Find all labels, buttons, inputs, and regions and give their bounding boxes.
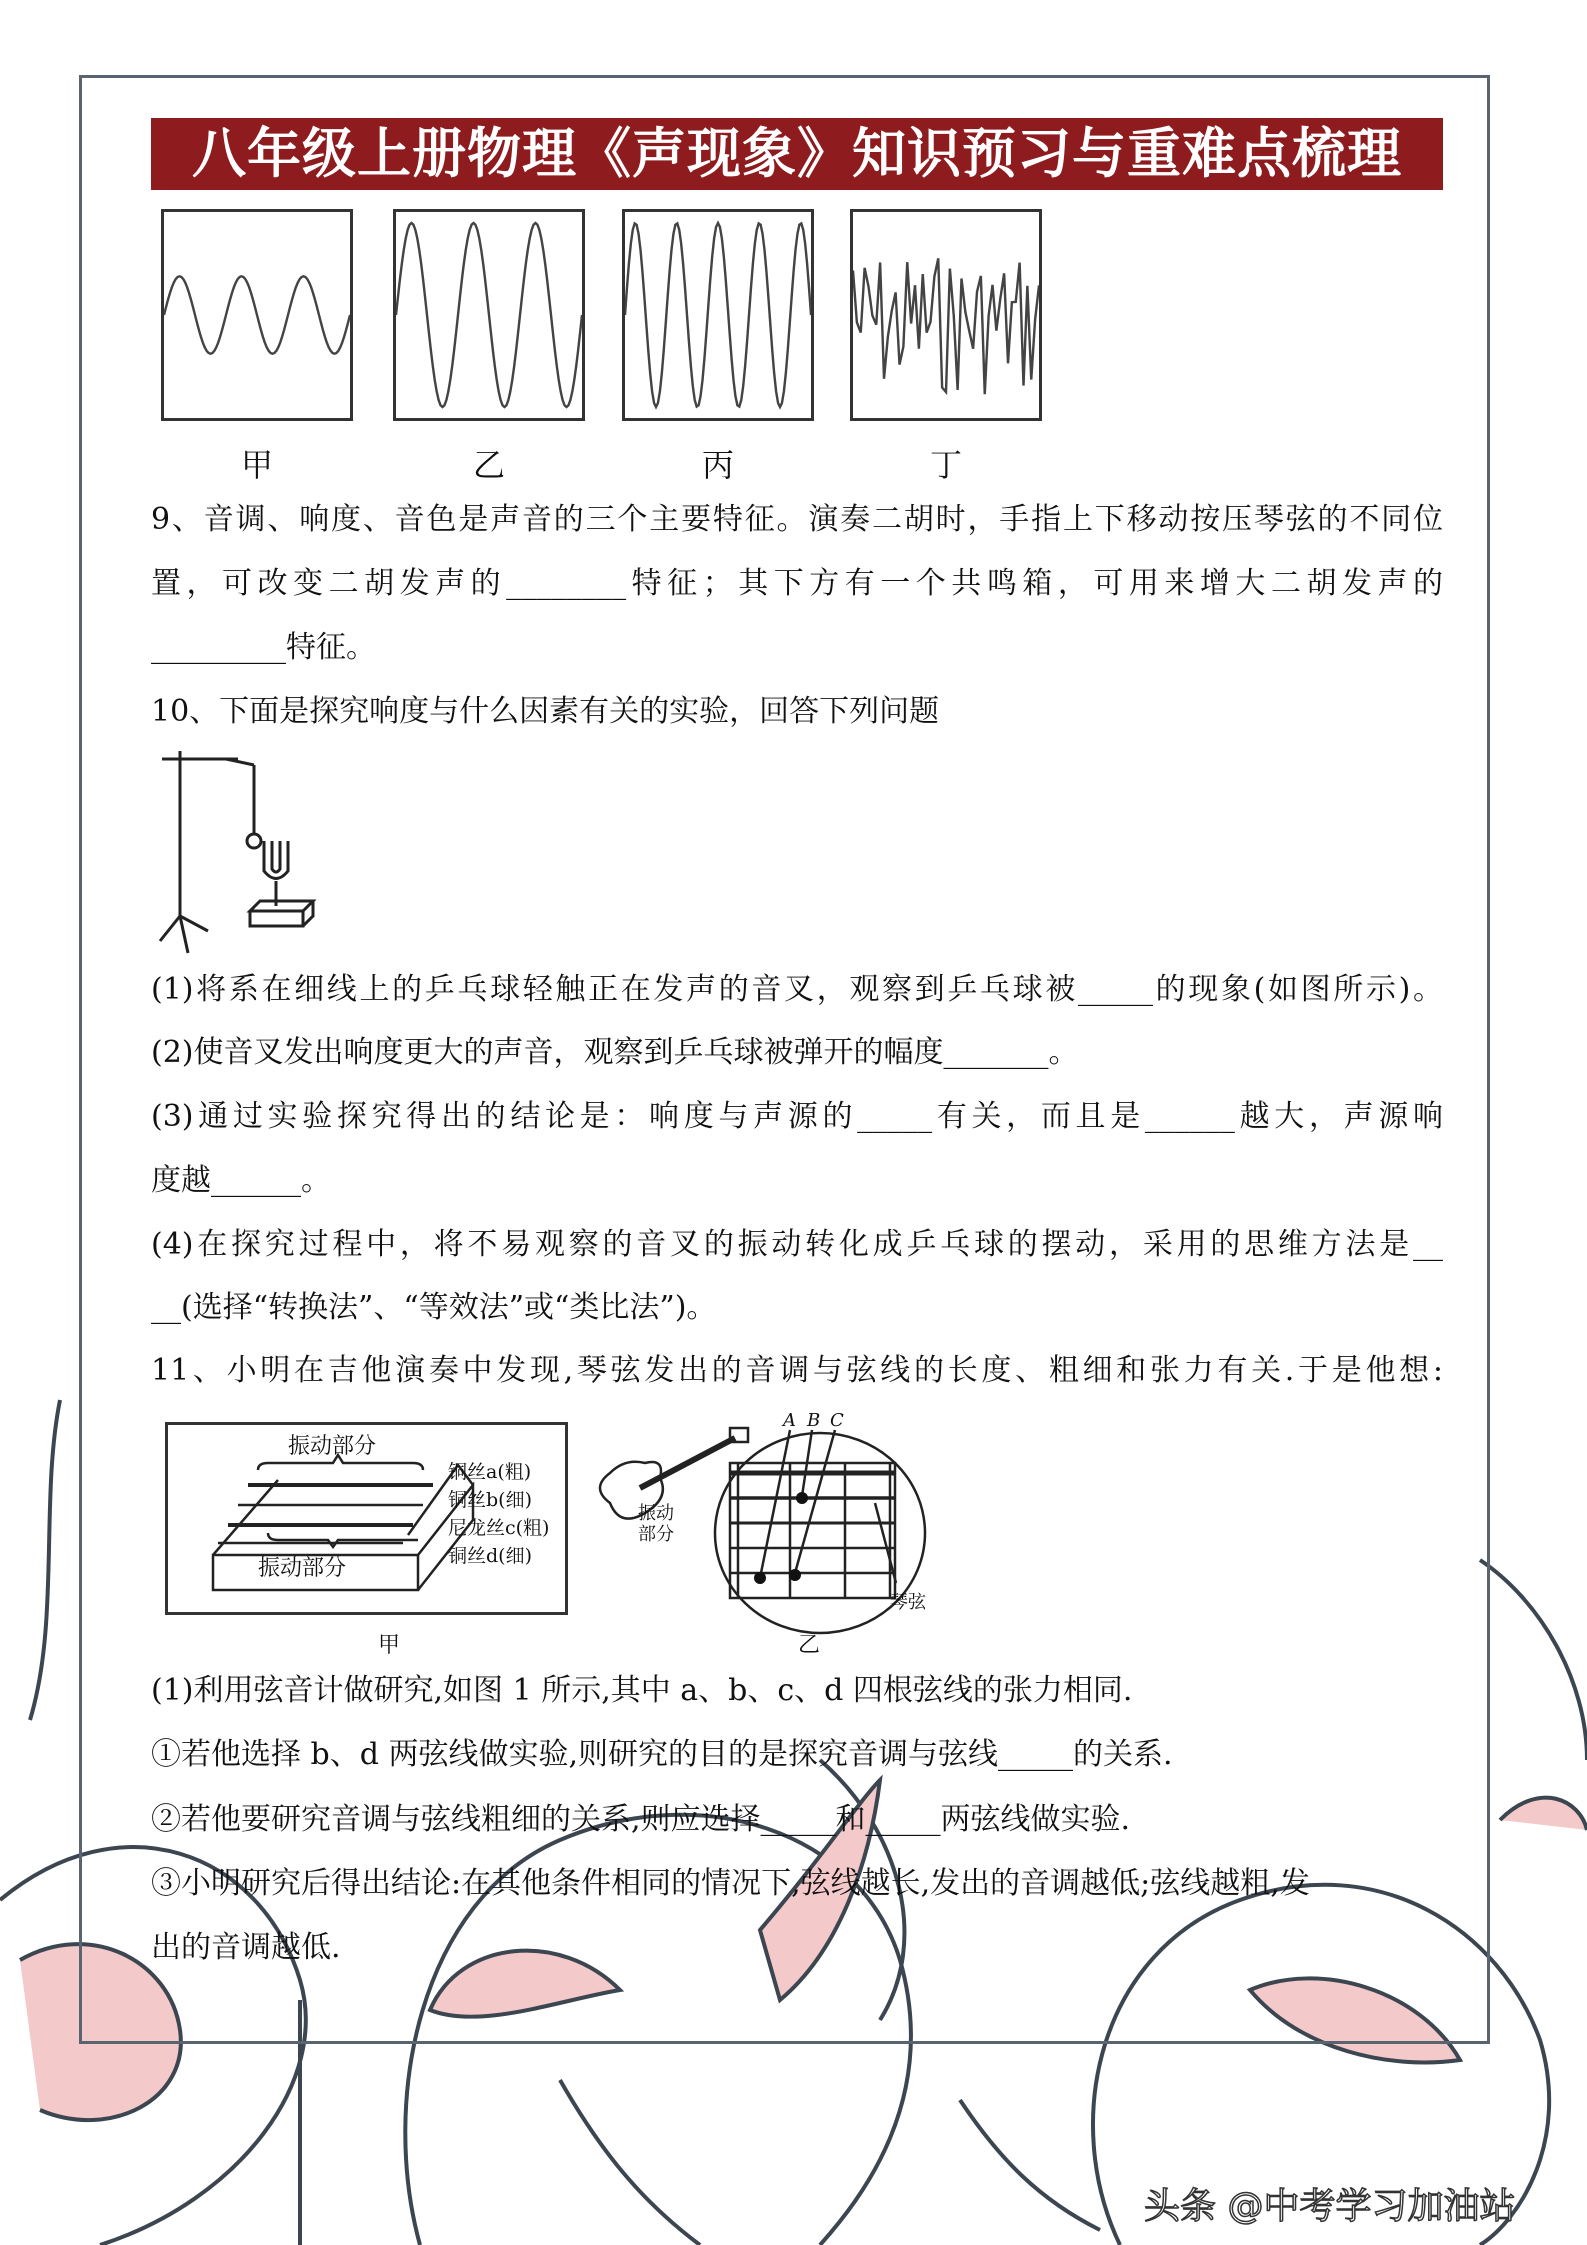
waveform-jia bbox=[161, 209, 353, 421]
q11-line: 出的音调越低. bbox=[151, 1930, 341, 1965]
waveform-ding bbox=[850, 209, 1042, 421]
waveform-label: 丙 bbox=[701, 446, 734, 484]
q10-heading: 10、下面是探究响度与什么因素有关的实验，回答下列问题 bbox=[151, 694, 940, 729]
waveform-yi bbox=[393, 209, 585, 421]
q11-line: (1)利用弦音计做研究,如图 1 所示,其中 a、b、c、d 四根弦线的张力相同. bbox=[151, 1673, 1133, 1708]
letter-a: A bbox=[783, 1410, 796, 1431]
q10-line: (4)在探究过程中，将不易观察的音叉的振动转化成乒乓球的摆动，采用的思维方法是__ bbox=[151, 1227, 1443, 1262]
q10-line: (3)通过实验探究得出的结论是：响度与声源的_____有关，而且是______越大，声源响 bbox=[151, 1099, 1443, 1134]
vibrating-part-label: 振动部分 bbox=[638, 1503, 674, 1545]
string-label-a: 铜丝a(粗) bbox=[448, 1461, 532, 1483]
q11-line: ②若他要研究音调与弦线粗细的关系,则应选择_____和_____两弦线做实验. bbox=[151, 1802, 1131, 1837]
letter-b: B bbox=[807, 1410, 821, 1431]
q11-line: ③小明研究后得出结论:在其他条件相同的情况下,弦线越长,发出的音调越低;弦线越粗,发 bbox=[151, 1866, 1310, 1901]
string-label: 琴弦 bbox=[890, 1592, 926, 1613]
vibrating-part-label: 振动部分 bbox=[288, 1434, 377, 1459]
q9-line: 9、音调、响度、音色是声音的三个主要特征。演奏二胡时，手指上下移动按压琴弦的不同位 bbox=[151, 502, 1443, 537]
waveform-bing bbox=[622, 209, 814, 421]
q10-line: 度越______。 bbox=[151, 1163, 331, 1198]
figure-caption: 甲 bbox=[378, 1633, 401, 1658]
page-title: 八年级上册物理《声现象》知识预习与重难点梳理 bbox=[151, 118, 1443, 190]
q11-heading: 11、小明在吉他演奏中发现,琴弦发出的音调与弦线的长度、粗细和张力有关.于是他想: bbox=[151, 1353, 1443, 1388]
q9-line: _________特征。 bbox=[151, 630, 376, 665]
watermark: 头条 @中考学习加油站 bbox=[1144, 2186, 1516, 2227]
sonometer-figure bbox=[165, 1422, 568, 1615]
q10-line: (2)使音叉发出响度更大的声音，观察到乒乓球被弹开的幅度_______。 bbox=[151, 1035, 1079, 1070]
q10-line: __(选择“转换法”、“等效法”或“类比法”)。 bbox=[151, 1290, 717, 1325]
waveform-label: 甲 bbox=[240, 446, 273, 484]
vibrating-part-label: 振动部分 bbox=[258, 1556, 347, 1581]
waveform-label: 乙 bbox=[472, 446, 505, 484]
string-label-d: 铜丝d(细) bbox=[448, 1545, 532, 1567]
letter-c: C bbox=[830, 1410, 844, 1431]
guitar-figure bbox=[590, 1410, 930, 1650]
figure-caption: 乙 bbox=[798, 1633, 821, 1658]
waveform-label: 丁 bbox=[929, 446, 962, 484]
string-label-b: 铜丝b(细) bbox=[448, 1489, 532, 1511]
q9-line: 置，可改变二胡发声的________特征；其下方有一个共鸣箱，可用来增大二胡发声的 bbox=[151, 566, 1443, 601]
q11-line: ①若他选择 b、d 两弦线做实验,则研究的目的是探究音调与弦线_____的关系. bbox=[151, 1737, 1173, 1772]
q10-line: (1)将系在细线上的乒乓球轻触正在发声的音叉，观察到乒乓球被_____的现象(如图所示)。 bbox=[151, 972, 1443, 1007]
tuning-fork-figure bbox=[158, 741, 318, 957]
string-label-c: 尼龙丝c(粗) bbox=[448, 1517, 550, 1539]
